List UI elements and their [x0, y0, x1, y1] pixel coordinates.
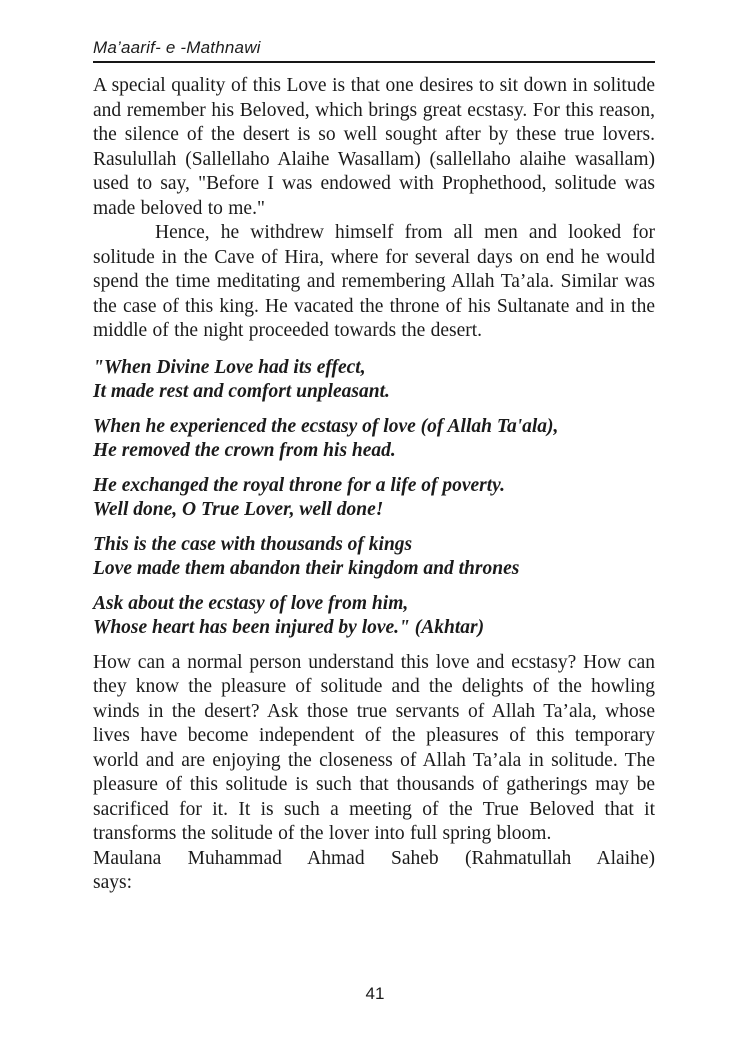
- poetry-couplet: [93, 533, 655, 582]
- page-number: 41: [365, 984, 385, 1003]
- paragraph: Hence, he withdrew himself from all men and looked for solitude in the Cave of Hira, where for several days on end he would spend the time meditating and remembering Allah Ta’ala. Similar was the case of this king. He vacated the throne of his Sultanate and in the middle of the night proceeded towards the desert.: [93, 222, 655, 341]
- poetry-line: Love made them abandon their kingdom and thrones: [93, 558, 520, 579]
- page-body: [93, 74, 655, 896]
- poetry-couplet: [93, 474, 655, 523]
- poetry-line: This is the case with thousands of kings: [93, 533, 413, 555]
- page-header: [93, 38, 655, 63]
- poetry-line: When he experienced the ecstasy of love (of Allah Ta'ala),: [93, 415, 559, 437]
- running-header-title: Ma’aarif- e -Mathnawi: [93, 38, 261, 57]
- poetry-line: He exchanged the royal throne for a life of poverty.: [93, 474, 505, 496]
- poetry-line: Ask about the ecstasy of love from him,: [93, 592, 409, 614]
- poetry-line: "When Divine Love had its effect,: [93, 356, 366, 378]
- attribution-line: Maulana Muhammad Ahmad Saheb (Rahmatullah Alaihe): [93, 847, 655, 869]
- paragraph: How can a normal person understand this love and ecstasy? How can they know the pleasure of solitude and the delights of the howling winds in the desert? Ask those true servants of Allah Ta’ala, whose lives have become independent of the pleasures of this temporary world and are enjoying the closeness of Allah Ta’ala in solitude. The pleasure of this solitude is such that thousands of gatherings may be sacrificed for it. It is such a meeting of the True Beloved that it transforms the solitude of the lover into full spring bloom.: [93, 651, 655, 844]
- poetry-line: He removed the crown from his head.: [93, 440, 396, 461]
- says-line: says:: [93, 872, 132, 893]
- poetry-couplet: [93, 356, 655, 405]
- poetry-line: It made rest and comfort unpleasant.: [93, 381, 390, 402]
- poetry-line: Well done, O True Lover, well done!: [93, 499, 384, 520]
- poetry-couplet: [93, 592, 655, 641]
- paragraph: A special quality of this Love is that one desires to sit down in solitude and remember his Beloved, which brings great ecstasy. For this reason, the silence of the desert is so well sought after by these true lovers. Rasulullah (Sallellaho Alaihe Wasallam) (sallellaho alaihe wasallam) used to say, "Before I was endowed with Prophethood, solitude was made beloved to me.": [93, 75, 655, 219]
- poetry-couplet: [93, 415, 655, 464]
- poetry-line: Whose heart has been injured by love." (Akhtar): [93, 617, 485, 638]
